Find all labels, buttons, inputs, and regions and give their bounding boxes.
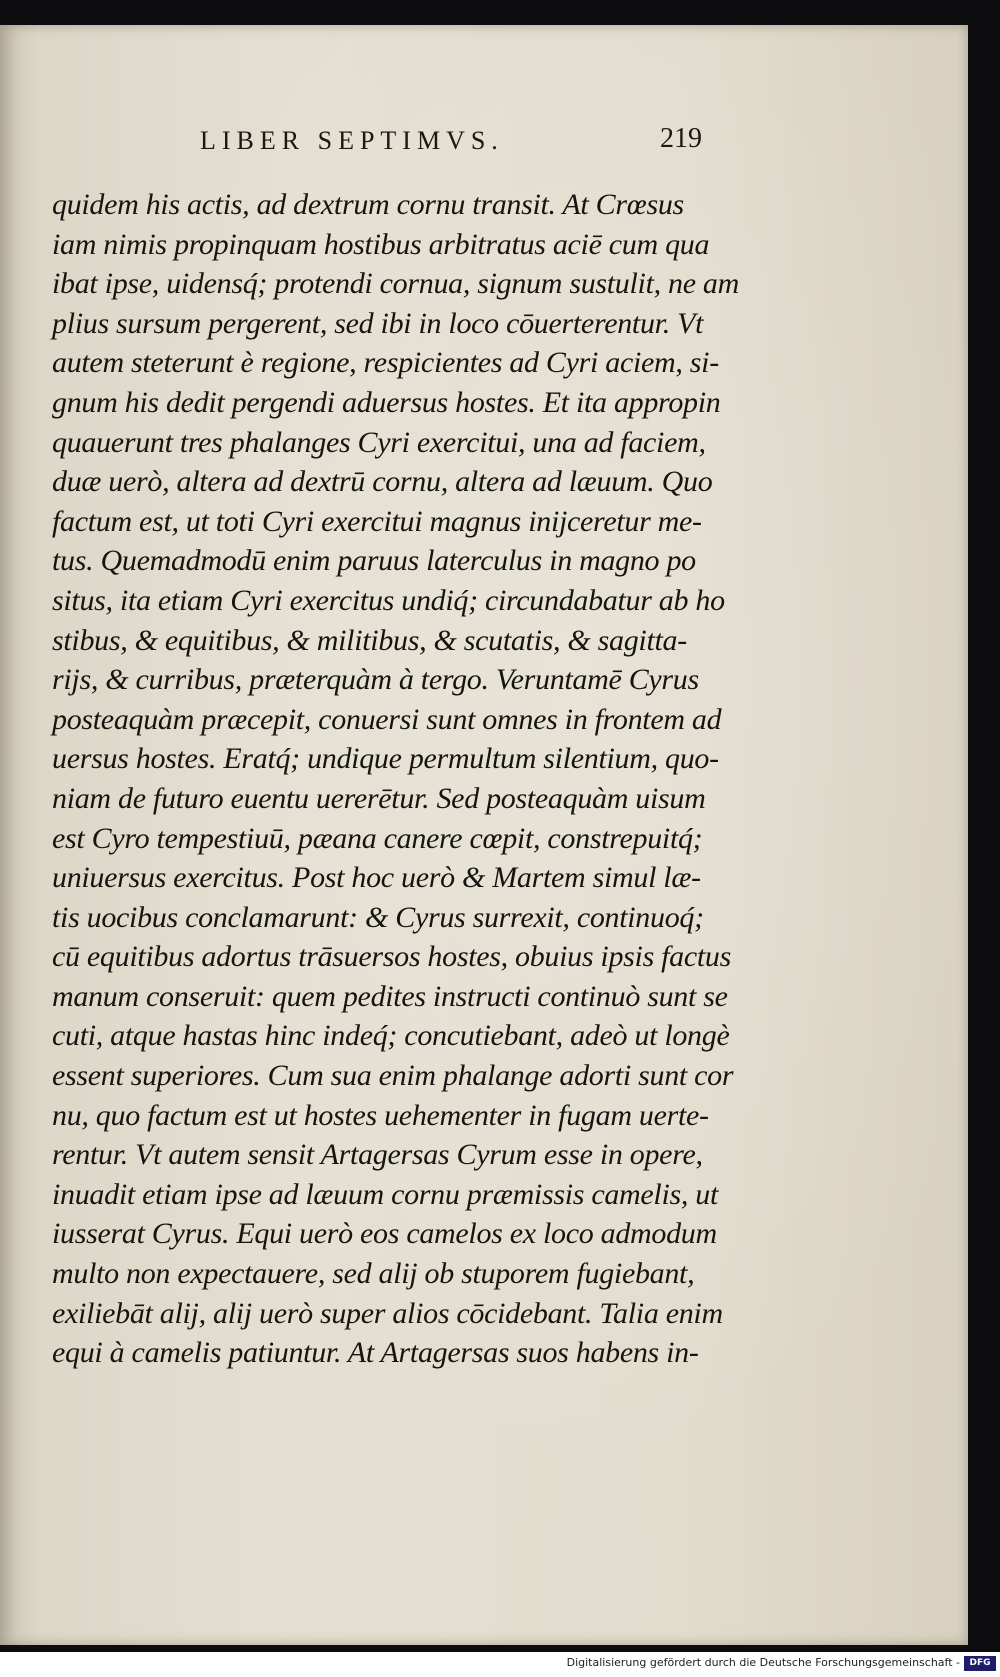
- text-line: rijs, & curribus, præterquàm à tergo. Veruntamē Cyrus: [52, 663, 699, 697]
- running-title: LIBER SEPTIMVS.: [200, 126, 504, 155]
- text-line: gnum his dedit pergendi aduersus hostes. Et ita appropin: [52, 385, 721, 419]
- text-line: plius sursum pergerent, sed ibi in loco cōuerterentur. Vt: [52, 306, 704, 340]
- text-line: tus. Quemadmodū enim paruus laterculus in magno po: [52, 544, 696, 578]
- text-line: uniuersus exercitus. Post hoc uerò & Martem simul læ-: [52, 861, 701, 895]
- text-line: tis uocibus conclamarunt: & Cyrus surrexit, continuoq́;: [52, 900, 704, 934]
- text-line: factum est, ut toti Cyri exercitui magnus inijceretur me-: [52, 504, 702, 538]
- text-line: stibus, & equitibus, & militibus, & scutatis, & sagitta-: [52, 623, 687, 657]
- text-line: essent superiores. Cum sua enim phalange adorti sunt cor: [52, 1059, 734, 1093]
- book-page: [0, 25, 968, 1645]
- text-line: exiliebāt alij, alij uerò super alios cōcidebant. Talia enim: [52, 1296, 723, 1330]
- funding-credit: Digitalisierung gefördert durch die Deutsche Forschungsgemeinschaft -: [566, 1656, 960, 1669]
- text-line: posteaquàm præcepit, conuersi sunt omnes in frontem ad: [52, 702, 722, 736]
- text-line: quauerunt tres phalanges Cyri exercitui, una ad faciem,: [52, 425, 706, 459]
- digitization-footer: [0, 1652, 1000, 1677]
- text-line: est Cyro tempestiuū, pæana canere cœpit, constrepuitq́;: [52, 821, 703, 855]
- text-line: quidem his actis, ad dextrum cornu transit. At Crœsus: [52, 188, 684, 221]
- text-line: manum conseruit: quem pedites instructi continuò sunt se: [52, 979, 728, 1013]
- text-line: iusserat Cyrus. Equi uerò eos camelos ex loco admodum: [52, 1217, 717, 1251]
- text-line: cuti, atque hastas hinc indeq́; concutiebant, adeò ut longè: [52, 1019, 730, 1053]
- text-line: rentur. Vt autem sensit Artagersas Cyrum esse in opere,: [52, 1138, 703, 1172]
- body-text: [52, 185, 739, 1373]
- text-line: equi à camelis patiuntur. At Artagersas suos habens in-: [52, 1336, 699, 1370]
- text-line: uersus hostes. Eratq́; undique permultum silentium, quo-: [52, 742, 719, 776]
- text-line: autem steterunt è regione, respicientes ad Cyri aciem, si-: [52, 346, 719, 380]
- text-line: inuadit etiam ipse ad læuum cornu præmissis camelis, ut: [52, 1177, 719, 1211]
- text-line: ibat ipse, uidensq́; protendi cornua, signum sustulit, ne am: [52, 267, 739, 301]
- dfg-logo-icon: DFG: [964, 1656, 996, 1671]
- text-line: multo non expectauere, sed alij ob stuporem fugiebant,: [52, 1257, 695, 1291]
- text-line: iam nimis propinquam hostibus arbitratus aciē cum qua: [52, 227, 710, 261]
- page-number: 219: [660, 123, 702, 154]
- text-line: situs, ita etiam Cyri exercitus undiq́; circundabatur ab ho: [52, 583, 725, 617]
- text-line: duæ uerò, altera ad dextrū cornu, altera ad læuum. Quo: [52, 465, 713, 499]
- text-line: nu, quo factum est ut hostes uehementer in fugam uerte-: [52, 1098, 709, 1132]
- text-line: niam de futuro euentu uererētur. Sed posteaquàm uisum: [52, 781, 706, 815]
- text-line: cū equitibus adortus trāsuersos hostes, obuius ipsis factus: [52, 940, 732, 974]
